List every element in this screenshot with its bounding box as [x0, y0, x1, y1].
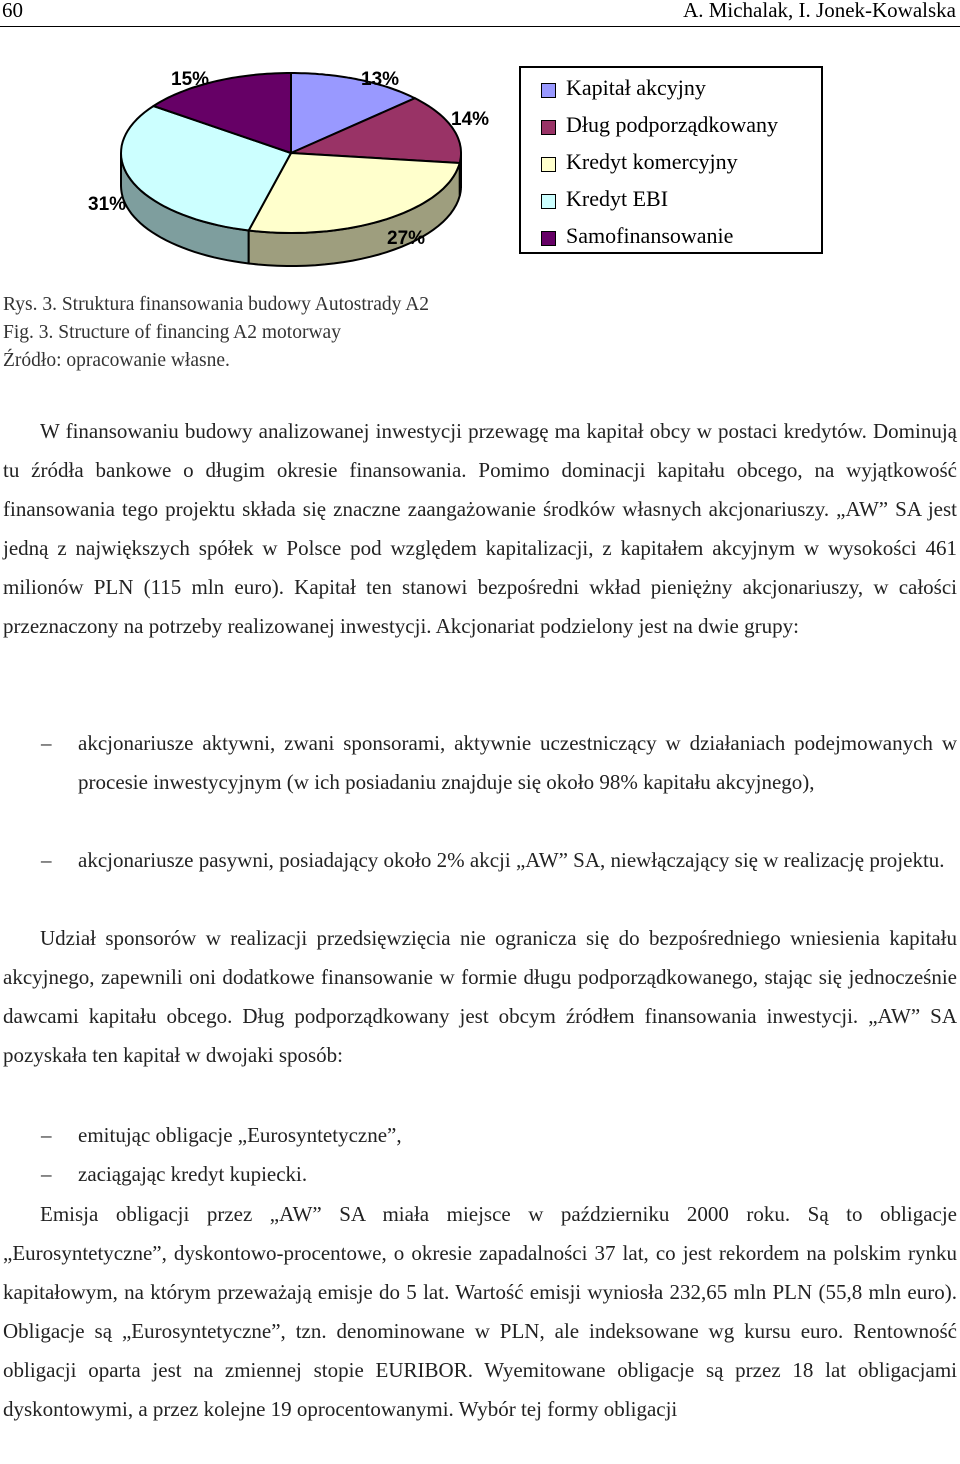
legend-swatch: [541, 194, 556, 209]
legend-label: Kredyt komercyjny: [566, 149, 738, 174]
body-paragraph: Emisja obligacji przez „AW” SA miała miejsce w październiku 2000 roku. Są to obligacje „Eurosyntetyczne”, dyskontowo-procentowe, o okresie zapadalności 37 lat, co jest rekordem na polskim rynku kapitałowym, na którym przeważają emisje do 5 lat. Wartość emisji wyniosła 232,65 mln PLN (55,8 mln euro). Obligacje są „Eurosyntetyczne”, tzn. denominowane w PLN, ale indeksowane wg kursu euro. Rentowność obligacji oparta jest na zmiennej stopie EURIBOR. Wyemitowane obligacje są przez 18 lat obligacjami dyskontowymi, a przez kolejne 19 oprocentowanymi. Wybór tej formy obligacji: [3, 1202, 957, 1421]
legend-swatch: [541, 120, 556, 135]
legend-label: Kapitał akcyjny: [566, 75, 706, 100]
pie-data-label: 14%: [451, 109, 490, 130]
legend-swatch: [541, 157, 556, 172]
page-number: 60: [2, 0, 23, 22]
chart-legend: [519, 66, 823, 254]
body-paragraph: Udział sponsorów w realizacji przedsięwzięcia nie ogranicza się do bezpośredniego wniesienia kapitału akcyjnego, zapewnili oni dodatkowe finansowanie w formie długu podporządkowanego, stając się jednocześnie dawcami kapitału obcego. Dług podporządkowany jest obcym źródłem finansowania inwestycji. „AW” SA pozyskała ten kapitał w dwojaki sposób:: [3, 926, 957, 1067]
figure-source: Źródło: opracowanie własne.: [3, 350, 230, 371]
figure-caption-pl: Rys. 3. Struktura finansowania budowy Autostrady A2: [3, 294, 430, 315]
bullet-item: – akcjonariusze aktywni, zwani sponsorami, aktywnie uczestniczący w działaniach podejmowanych w procesie inwestycyjnym (w ich posiadaniu znajduje się około 98% kapitału akcyjnego),: [41, 731, 957, 794]
legend-swatch: [541, 231, 556, 246]
body-paragraph: W finansowaniu budowy analizowanej inwestycji przewagę ma kapitał obcy w postaci kredytów. Dominują tu źródła bankowe o długim okresie finansowania. Pomimo dominacji kapitału obcego, na wyjątkowość finansowania tego projektu składa się znaczne zaangażowanie środków własnych akcjonariuszy. „AW” SA jest jedną z największych spółek w Polsce pod względem kapitalizacji, z kapitałem akcyjnym w wysokości 461 milionów PLN (115 mln euro). Kapitał ten stanowi bezpośredni wkład pieniężny akcjonariuszy, w całości przeznaczony na potrzeby realizowanej inwestycji. Akcjonariat podzielony jest na dwie grupy:: [3, 419, 957, 638]
pie-data-label: 13%: [361, 69, 400, 90]
pie-data-label: 15%: [171, 69, 210, 90]
pie-chart: [0, 30, 520, 280]
bullet-item: – emitując obligacje „Eurosyntetyczne”,: [41, 1123, 402, 1147]
legend-label: Dług podporządkowany: [566, 112, 779, 137]
figure-caption-en: Fig. 3. Structure of financing A2 motorway: [3, 322, 341, 343]
pie-data-label: 27%: [387, 228, 426, 249]
bullet-item: – akcjonariusze pasywni, posiadający około 2% akcji „AW” SA, niewłączający się w realizację projektu.: [41, 848, 945, 872]
legend-label: Samofinansowanie: [566, 223, 734, 248]
legend-swatch: [541, 83, 556, 98]
legend-label: Kredyt EBI: [566, 186, 669, 211]
running-head-authors: A. Michalak, I. Jonek-Kowalska: [683, 0, 956, 22]
page-header: [0, 0, 960, 27]
bullet-item: – zaciągając kredyt kupiecki.: [41, 1162, 308, 1186]
pie-data-label: 31%: [88, 194, 127, 215]
